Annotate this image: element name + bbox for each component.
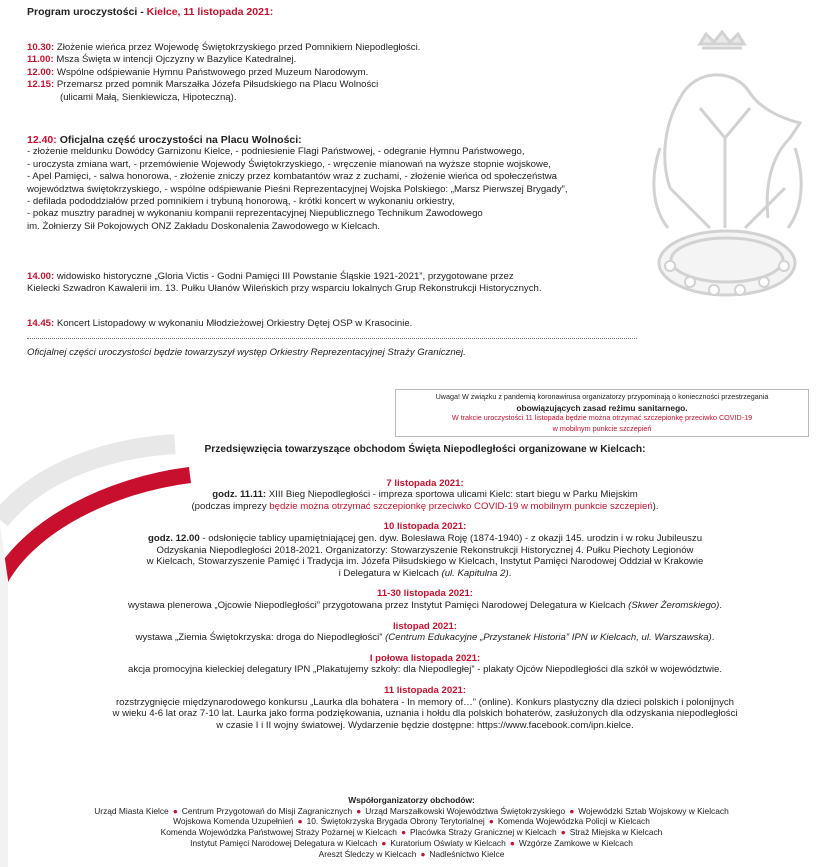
official-line: - pokaz musztry paradnej w wykonaniu kompanii reprezentacyjnej Niepublicznego Technikum Zawodowego (27, 208, 483, 220)
coorganizer: Nadleśnictwo Kielce (429, 848, 505, 859)
schedule-time: 11.00: (27, 54, 54, 66)
event-text-highlight: będzie można otrzymać szczepionkę przeciwko COVID-19 w mobilnym punkcie szczepień (269, 500, 653, 512)
event-text: i Delegatura w Kielcach (338, 567, 442, 579)
schedule-time: 10.30: (27, 42, 55, 53)
concert-time: 14.45: (27, 318, 55, 329)
concert (27, 318, 412, 330)
events-heading: Przedsięwzięcia towarzyszące obchodom Święta Niepodległości organizowane w Kielcach: (204, 444, 646, 455)
coorganizers-row (0, 816, 823, 827)
bullet-icon: ● (509, 837, 515, 848)
official-title: Oficjalna część uroczystości na Placu Wolności: (59, 134, 302, 146)
coorganizers-row (0, 806, 823, 817)
coorganizer: Instytut Pamięci Narodowej Delegatura w Kielcach (190, 837, 378, 848)
show-line: widowisko historyczne „Gloria Victis - Godni Pamięci III Powstanie Śląskie 1921-2021”, przygotowane przez (56, 271, 514, 282)
coorganizer: Centrum Przygotowań do Misji Zagranicznych (181, 805, 353, 816)
accompanying-events (40, 444, 810, 740)
event-text: Odzyskania Niepodległości 2018-2021. Organizatorzy: Stowarzyszenie Rekonstrukcji Historycznej 4. Pułku Piechoty Legionów (156, 544, 694, 556)
event-item (40, 621, 810, 644)
bullet-icon: ● (297, 816, 303, 827)
coorganizers-title: Współorganizatorzy obchodów: (348, 795, 475, 805)
notice-line: W trakcie uroczystości 11 listopada będzie można otrzymać szczepionkę przeciwko COVID-19 (451, 413, 753, 423)
schedule-text: Msza Święta w intencji Ojczyzny w Bazylice Katedralnej. (56, 54, 297, 66)
event-item (40, 653, 810, 676)
coorganizer: Kuratorium Oświaty w Kielcach (390, 837, 506, 848)
event-date: 7 listopada 2021: (386, 477, 464, 489)
event-text-italic: (Skwer Żeromskiego) (628, 599, 720, 611)
divider (27, 338, 637, 339)
event-text: . (508, 567, 512, 579)
official-ceremony (27, 134, 568, 233)
schedule-text: Złożenie wieńca przez Wojewodę Świętokrzyskiego przed Pomnikiem Niepodległości. (56, 42, 421, 53)
schedule-subtext: (ulicami Małą, Sienkiewicza, Hipoteczną). (60, 91, 237, 103)
event-date: I połowa listopada 2021: (369, 652, 481, 664)
schedule-text: Wspólne odśpiewanie Hymnu Państwowego przed Muzeum Narodowym. (56, 66, 369, 78)
coorganizer: Komenda Wojewódzka Policji w Kielcach (497, 816, 650, 827)
event-text-italic: (Centrum Edukacyjne „Przystanek Historia” IPN w Kielcach, ul. Warszawska) (385, 632, 712, 644)
event-item (40, 588, 810, 611)
official-line: - złożenie meldunku Dowódcy Garnizonu Kielce, - podniesienie Flagi Państwowej, - odegranie Hymnu Państwowego, (27, 146, 525, 158)
coorganizer: Urząd Miasta Kielce (94, 805, 169, 816)
event-text: (podczas imprezy (191, 500, 270, 512)
event-date: listopad 2021: (393, 620, 457, 632)
event-text: . (719, 599, 723, 611)
event-time: godz. 12.00 (147, 532, 200, 544)
event-date: 11 listopada 2021: (383, 684, 467, 696)
event-text: akcja promocyjna kieleckiej delegatury IPN „Plakatujemy szkoły: dla Niepodległej” - plakaty Ojców Niepodległości dla szkół w województwie. (127, 664, 722, 676)
coorganizer: Wzgórze Zamkowe w Kielcach (518, 837, 633, 848)
schedule-item (27, 79, 420, 91)
coorganizer: Areszt Śledczy w Kielcach (318, 848, 417, 859)
program-header (27, 6, 273, 18)
coorganizer: Komenda Wojewódzka Państwowej Straży Pożarnej w Kielcach (160, 827, 397, 838)
event-time: godz. 11.11: (212, 489, 267, 501)
event-item (40, 685, 810, 731)
official-line: - defilada pododdziałów przed pomnikiem i trybuną honorową, - krótki koncert w wykonaniu orkiestry, (27, 196, 455, 208)
schedule-item (27, 67, 420, 79)
coorganizers-row (0, 838, 823, 849)
official-heading (27, 134, 568, 146)
event-text: w czasie I i II wojny światowej. Wydarzenie będzie dostępne: https://www.facebook.com/ipn.kielce. (216, 719, 634, 731)
schedule-item (27, 54, 420, 66)
notice-line: Uwaga! W związku z pandemią koronawirusa organizatorzy przypominają o konieczności przestrzegania (435, 392, 769, 401)
coorganizers-row (0, 849, 823, 860)
show-line: Kielecki Szwadron Kawalerii im. 13. Pułku Ułanów Wileńskich przy wsparciu lokalnych Grup Rekonstrukcji Historycznych. (27, 283, 542, 295)
coorganizer: Urząd Marszałkowski Województwa Świętokrzyskiego (365, 805, 566, 816)
official-line: im. Żołnierzy Sił Pokojowych ONZ Zakładu Doskonalenia Zawodowego w Kielcach. (27, 220, 380, 232)
official-line: - Apel Pamięci, - salwa honorowa, - złożenie zniczy przez kombatantów wraz z zuchami, - złożenie wieńca od społeczeństwa (27, 171, 558, 183)
notice-line: obowiązujących zasad reżimu sanitarnego. (516, 402, 688, 413)
event-text: w Kielcach, Stowarzyszenie Pamięć i Tradycja im. Józefa Piłsudskiego w Kielcach, Instytut Pamięci Narodowej Oddział w Krakowie (146, 556, 704, 568)
schedule-time: 12.15: (27, 79, 55, 91)
coorganizers-row (0, 827, 823, 838)
schedule-text: Przemarsz przed pomnik Marszałka Józefa Piłsudskiego na Placu Wolności (56, 79, 379, 91)
bullet-icon: ● (356, 805, 362, 816)
orchestra-note: Oficjalnej części uroczystości będzie towarzyszył występ Orkiestry Reprezentacyjnej Straży Granicznej. (27, 347, 466, 358)
schedule-item (27, 42, 420, 54)
bullet-icon: ● (172, 805, 178, 816)
official-time: 12.40: (27, 134, 57, 146)
event-text: - odsłonięcie tablicy upamiętniającej gen. dyw. Bolesława Roję (1874-1940) - z okazji 145. urodzin i w roku Jubileuszu (199, 532, 703, 544)
event-text-italic: (ul. Kapitulna 2) (441, 567, 509, 579)
event-date: 11-30 listopada 2021: (377, 588, 473, 600)
coorganizer: Straż Miejska w Kielcach (569, 827, 663, 838)
schedule-morning (27, 42, 420, 104)
official-line: województwa świętokrzyskiego, - wspólne odśpiewanie Pieśni Reprezentacyjnej Wojska Polskiego: „Marsz Pierwszej Brygady”, (27, 183, 568, 195)
event-text: wystawa plenerowa „Ojcowie Niepodległości” przygotowana przez Instytut Pamięci Narodowej Delegatura w Kielcach (127, 599, 629, 611)
event-text: w wieku 4-6 lat oraz 7-10 lat. Laurka jako forma podziękowania, uznania i hołdu dla polskich bohaterów, zasłużonych dla odzyskania niepodległości (112, 708, 738, 720)
coorganizer: Placówka Straży Granicznej w Kielcach (410, 827, 557, 838)
concert-text: Koncert Listopadowy w wykonaniu Młodzieżowej Orkiestry Dętej OSP w Krasocinie. (56, 318, 413, 329)
historical-show (27, 271, 542, 296)
bullet-icon: ● (381, 837, 387, 848)
coorganizer: Wojskowa Komenda Uzupełnień (173, 816, 294, 827)
program-header-date: Kielce, 11 listopada 2021: (146, 6, 274, 18)
event-text: XIII Bieg Niepodległości - impreza sportowa ulicami Kielc: start biegu w Parku Miejskim (266, 489, 638, 501)
show-time: 14.00: (27, 271, 55, 282)
bullet-icon: ● (420, 848, 426, 859)
bullet-icon: ● (488, 816, 494, 827)
event-text: . (711, 632, 715, 644)
schedule-time: 12.00: (27, 66, 55, 78)
bullet-icon: ● (400, 827, 407, 838)
covid-notice (395, 389, 809, 437)
event-text: ). (652, 500, 659, 512)
program-header-label: Program uroczystości - (27, 6, 147, 18)
notice-line: w mobilnym punkcie szczepień (552, 423, 652, 433)
event-item (40, 478, 810, 513)
eagle-emblem (640, 28, 815, 318)
event-item (40, 521, 810, 579)
bullet-icon: ● (560, 827, 566, 838)
coorganizer: 10. Świętokrzyska Brygada Obrony Terytorialnej (306, 816, 485, 827)
coorganizers (0, 795, 823, 859)
bullet-icon: ● (569, 805, 575, 816)
official-line: - uroczysta zmiana wart, - przemówienie Wojewody Świętokrzyskiego, - wręczenie mianowań na wyższe stopnie wojskowe, (27, 158, 551, 170)
event-text: rozstrzygnięcie międzynarodowego konkursu „Laurka dla bohatera - In memory of…” (online). Konkurs plastyczny dla dzieci polskich i polonijnych (115, 696, 735, 708)
coorganizer: Wojewódzki Sztab Wojskowy w Kielcach (578, 805, 729, 816)
event-date: 10 listopada 2021: (383, 521, 467, 533)
event-text: wystawa „Ziemia Świętokrzyska: droga do Niepodległości” (135, 632, 386, 644)
